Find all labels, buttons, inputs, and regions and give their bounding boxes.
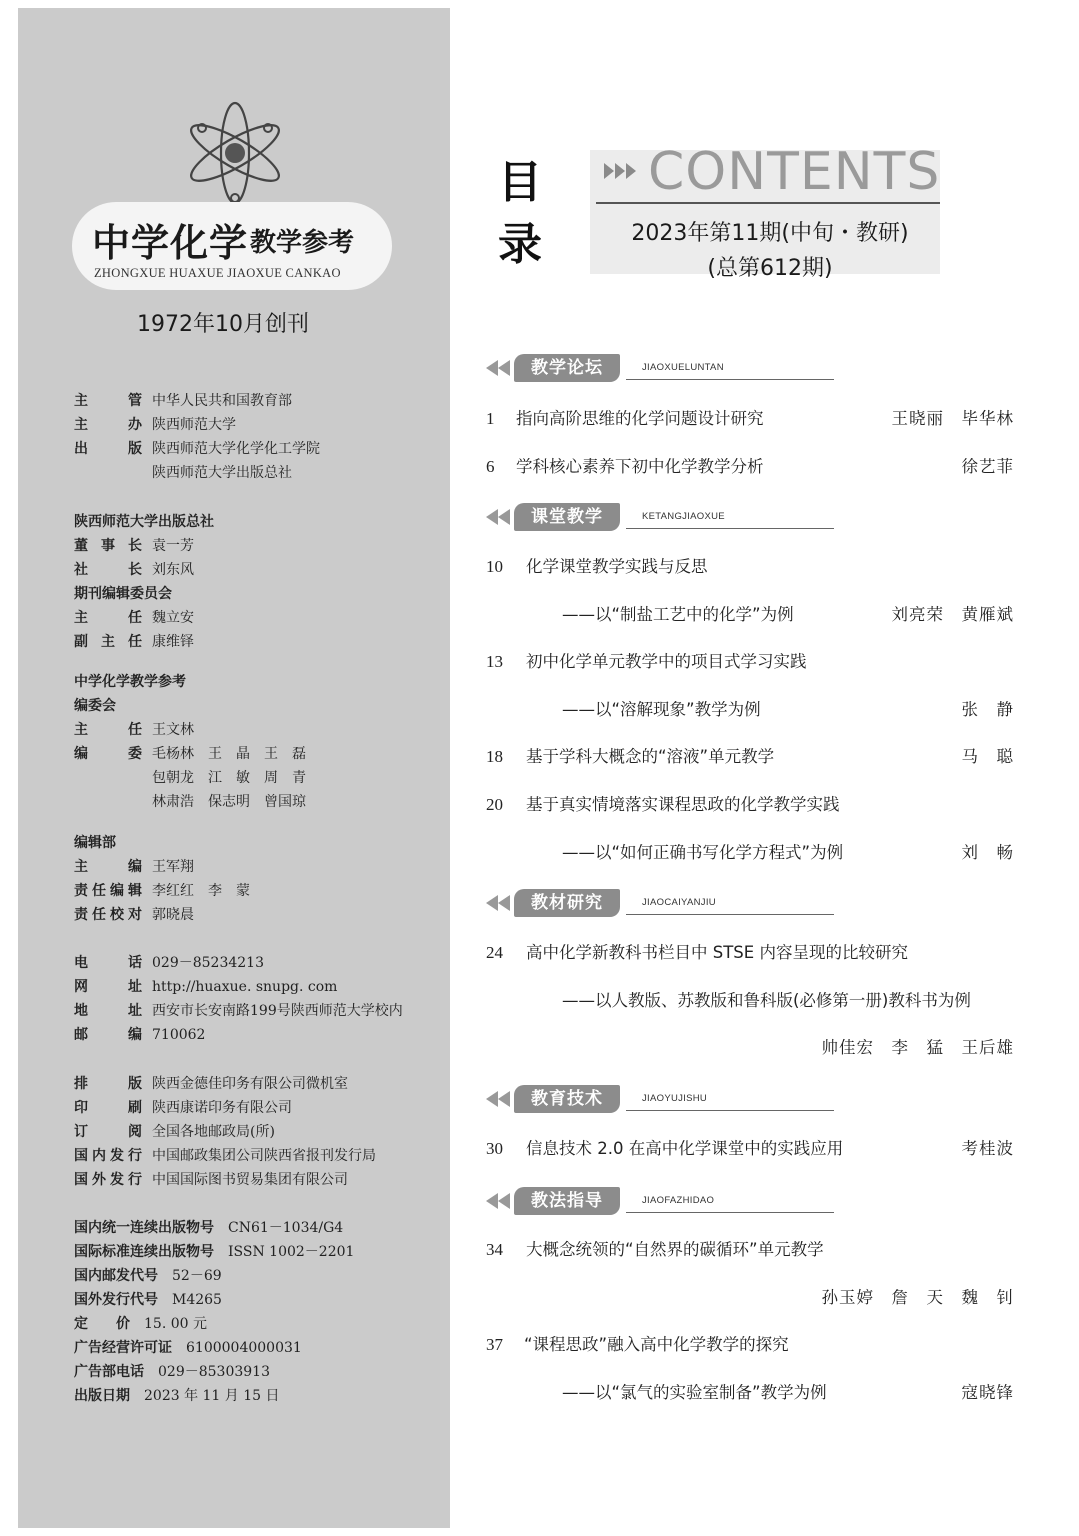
label: 国外发行代号 [74, 1292, 158, 1308]
page-number: 18 [486, 747, 503, 766]
label: 责任编辑 [74, 883, 142, 899]
block-heading: 陕西师范大学出版总社 [74, 514, 214, 530]
contents-heading: CONTENTS [648, 142, 941, 202]
article-authors: 孙玉婷 詹 天 魏 钊 [821, 1288, 1014, 1307]
value: 2023 年 11 月 15 日 [144, 1388, 280, 1404]
article-authors: 刘亮荣 黄雁斌 [891, 605, 1014, 624]
block-heading: 编委会 [74, 698, 116, 714]
label: 出 版 [74, 441, 142, 457]
section-pinyin: JIAOXUELUNTAN [642, 362, 724, 373]
label: 广告经营许可证 [74, 1340, 172, 1356]
label: 主 编 [74, 859, 142, 875]
value: 李红红 李 蒙 [152, 883, 250, 899]
website-link[interactable]: http://huaxue. snupg. com [152, 979, 338, 995]
label: 社 长 [74, 562, 142, 578]
value: 6100004000031 [186, 1340, 302, 1356]
label: 网 址 [74, 979, 142, 995]
label: 国际标准连续出版物号 [74, 1244, 214, 1260]
label: 国内邮发代号 [74, 1268, 158, 1284]
registry-block [74, 1216, 354, 1408]
value: 029－85303913 [158, 1364, 270, 1380]
double-arrow-icon [604, 160, 642, 182]
masthead-title-sub: 教学参考 [250, 228, 355, 258]
masthead-title-calligraphy: 中学化学 [92, 220, 249, 265]
value: 魏立安 [152, 610, 194, 626]
label: 董事长 [74, 538, 142, 554]
label: 排 版 [74, 1076, 142, 1092]
value: 袁一芳 [152, 538, 194, 554]
rewind-arrow-icon [486, 895, 512, 911]
article-authors: 王晓丽 毕华林 [891, 409, 1014, 428]
page-number: 24 [486, 943, 503, 962]
mulu-char: 录 [498, 219, 542, 270]
page-number: 30 [486, 1139, 503, 1158]
label: 国内发行 [74, 1148, 142, 1164]
header-divider [596, 202, 940, 204]
article-title: 基于真实情境落实课程思政的化学教学实践 [526, 795, 840, 814]
page-number: 10 [486, 557, 503, 576]
publisher-block [74, 389, 320, 485]
article-title: 大概念统领的“自然界的碳循环”单元教学 [526, 1240, 824, 1259]
page-number: 34 [486, 1240, 503, 1259]
value: 王文林 [152, 722, 194, 738]
rewind-arrow-icon [486, 1091, 512, 1107]
press-block [74, 510, 214, 654]
value: M4265 [172, 1292, 222, 1308]
article-authors: 张 静 [961, 700, 1014, 719]
label: 地 址 [74, 1003, 142, 1019]
value: ISSN 1002－2201 [228, 1244, 355, 1260]
value: 郭晓晨 [152, 907, 194, 923]
value: 中国邮政集团公司陕西省报刊发行局 [152, 1148, 376, 1164]
value: 15. 00 元 [144, 1316, 207, 1332]
section-header-ketangjiaoxue [486, 503, 836, 533]
label: 主 办 [74, 417, 142, 433]
label: 主 任 [74, 610, 142, 626]
label: 广告部电话 [74, 1364, 144, 1380]
value: 包朝龙 江 敏 周 青 [152, 770, 306, 786]
value: 52－69 [172, 1268, 222, 1284]
value: 王军翔 [152, 859, 194, 875]
section-title: 教学论坛 [514, 354, 620, 382]
section-rule [626, 528, 834, 529]
article-authors: 寇晓锋 [961, 1383, 1014, 1402]
section-header-jiaoyujishu [486, 1085, 836, 1115]
article-authors: 帅佳宏 李 猛 王后雄 [821, 1038, 1014, 1057]
section-rule [626, 1110, 834, 1111]
masthead-pinyin: ZHONGXUE HUAXUE JIAOXUE CANKAO [94, 266, 341, 280]
founded-date: 1972年10月创刊 [137, 312, 309, 337]
atom-logo-icon [180, 98, 290, 208]
label: 副主任 [74, 634, 142, 650]
value: 中华人民共和国教育部 [152, 393, 292, 409]
article-authors: 马 聪 [961, 747, 1014, 766]
label: 编 委 [74, 746, 142, 762]
section-title: 教育技术 [514, 1085, 620, 1113]
page-number: 6 [486, 457, 495, 476]
printing-block [74, 1072, 376, 1192]
rewind-arrow-icon [486, 360, 512, 376]
value: 西安市长安南路199号陕西师范大学校内 [152, 1003, 403, 1019]
label: 主 管 [74, 393, 142, 409]
value: 毛杨林 王 晶 王 磊 [152, 746, 306, 762]
article-subtitle: ——以“氯气的实验室制备”教学为例 [562, 1383, 827, 1402]
section-pinyin: JIAOFAZHIDAO [642, 1195, 715, 1206]
section-title: 教法指导 [514, 1187, 620, 1215]
section-header-jiaofazhidao [486, 1187, 836, 1217]
value: 陕西师范大学化学化工学院 [152, 441, 320, 457]
article-authors: 徐艺菲 [961, 457, 1014, 476]
article-title: “课程思政”融入高中化学教学的探究 [524, 1335, 789, 1354]
section-pinyin: JIAOYUJISHU [642, 1093, 708, 1104]
article-authors: 刘 畅 [961, 843, 1014, 862]
value: 029－85234213 [152, 955, 264, 971]
value: 林肃浩 保志明 曾国琼 [152, 794, 306, 810]
value: 刘东风 [152, 562, 194, 578]
value: 康维铎 [152, 634, 194, 650]
article-subtitle: ——以“如何正确书写化学方程式”为例 [562, 843, 844, 862]
article-title: 学科核心素养下初中化学教学分析 [516, 457, 764, 476]
article-title: 指向高阶思维的化学问题设计研究 [516, 409, 764, 428]
issue-info: 2023年第11期(中旬・教研) [631, 221, 909, 246]
section-rule [626, 914, 834, 915]
contact-block [74, 951, 403, 1047]
section-pinyin: KETANGJIAOXUE [642, 511, 725, 522]
section-header-jiaoxueluntan [486, 354, 836, 384]
article-title: 基于学科大概念的“溶液”单元教学 [526, 747, 775, 766]
page-number: 20 [486, 795, 503, 814]
article-title: 初中化学单元教学中的项目式学习实践 [526, 652, 807, 671]
section-rule [626, 379, 834, 380]
section-title: 教材研究 [514, 889, 620, 917]
section-title: 课堂教学 [514, 503, 620, 531]
label: 国外发行 [74, 1172, 142, 1188]
article-title: 信息技术 2.0 在高中化学课堂中的实践应用 [526, 1139, 844, 1158]
article-subtitle: ——以“制盐工艺中的化学”为例 [562, 605, 794, 624]
label: 出版日期 [74, 1388, 130, 1404]
article-title: 高中化学新教科书栏目中 STSE 内容呈现的比较研究 [526, 943, 908, 962]
label: 邮 编 [74, 1027, 142, 1043]
article-subtitle: ——以“溶解现象”教学为例 [562, 700, 761, 719]
label: 定 价 [74, 1316, 130, 1332]
label: 订 阅 [74, 1124, 142, 1140]
label: 主 任 [74, 722, 142, 738]
value: 中国国际图书贸易集团有限公司 [152, 1172, 348, 1188]
block-heading: 期刊编辑委员会 [74, 586, 172, 602]
block-heading: 中学化学教学参考 [74, 674, 186, 690]
value: 陕西康诺印务有限公司 [152, 1100, 292, 1116]
value: 710062 [152, 1027, 206, 1043]
label: 责任校对 [74, 907, 142, 923]
mulu-char: 目 [498, 157, 542, 208]
label: 国内统一连续出版物号 [74, 1220, 214, 1236]
value: CN61－1034/G4 [228, 1220, 344, 1236]
section-header-jiaocaiyanjiu [486, 889, 836, 919]
block-heading: 编辑部 [74, 835, 116, 851]
section-rule [626, 1212, 834, 1213]
value: 陕西师范大学出版总社 [152, 465, 292, 481]
rewind-arrow-icon [486, 509, 512, 525]
journal-block [74, 670, 306, 814]
article-authors: 考桂波 [961, 1139, 1014, 1158]
mulu-title [498, 152, 558, 276]
rewind-arrow-icon [486, 1193, 512, 1209]
value: 陕西师范大学 [152, 417, 236, 433]
value: 陕西金德佳印务有限公司微机室 [152, 1076, 348, 1092]
article-subtitle: ——以人教版、苏教版和鲁科版(必修第一册)教科书为例 [562, 991, 971, 1010]
article-title: 化学课堂教学实践与反思 [526, 557, 708, 576]
editorial-block [74, 831, 250, 927]
page-number: 13 [486, 652, 503, 671]
page-number: 37 [486, 1335, 503, 1354]
page-number: 1 [486, 409, 495, 428]
value: 全国各地邮政局(所) [152, 1124, 275, 1140]
section-pinyin: JIAOCAIYANJIU [642, 897, 716, 908]
issue-total: (总第612期) [707, 256, 833, 281]
label: 电 话 [74, 955, 142, 971]
label: 印 刷 [74, 1100, 142, 1116]
